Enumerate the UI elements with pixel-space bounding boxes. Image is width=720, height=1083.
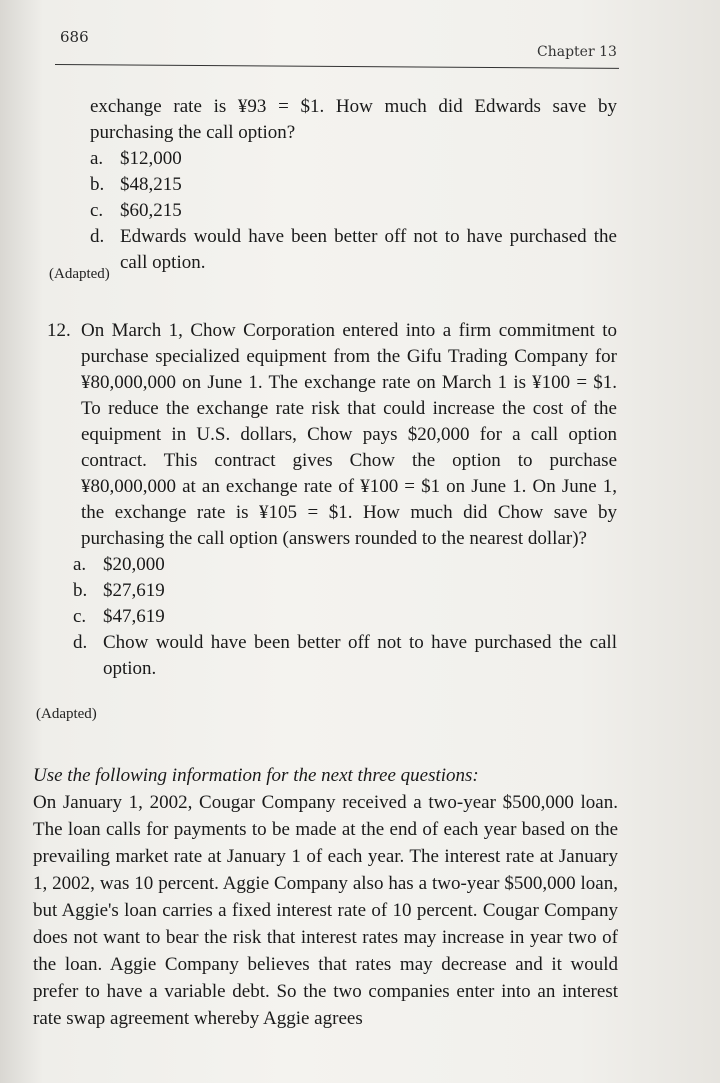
question-12-option-a (73, 552, 617, 578)
option-letter: a. (73, 554, 87, 575)
question-11-option-a (90, 146, 617, 172)
option-letter: a. (90, 148, 104, 169)
question-number: 12. (47, 320, 71, 341)
question-11-source: (Adapted) (49, 266, 110, 282)
option-text: $60,215 (120, 200, 182, 221)
page-number: 686 (60, 28, 89, 46)
question-12-stem-row (47, 318, 617, 552)
option-text: $20,000 (103, 554, 165, 575)
option-text: Edwards would have been better off not to have purchased the call option. (120, 226, 617, 273)
question-11-tail (90, 94, 617, 276)
question-12-source: (Adapted) (36, 706, 97, 722)
question-12-option-c (73, 604, 617, 630)
option-letter: d. (90, 226, 105, 247)
option-letter: b. (90, 174, 105, 195)
shared-info-text: On January 1, 2002, Cougar Company received a two-year $500,000 loan. The loan calls for payments to be made at the end of each year based on the prevailing market rate at January 1 of each year. The interest rate at January 1, 2002, was 10 percent. Aggie Company also has a two-year $500,000 loan, but Aggie's loan carries a fixed interest rate of 10 percent. Cougar Company does not want to bear the risk that interest rates may increase in year two of the loan. Aggie Company believes that rates may decrease and it would prefer to have a variable debt. So the two companies enter into an interest rate swap agreement whereby Aggie agrees (33, 792, 618, 1029)
question-11-stem: exchange rate is ¥93 = $1. How much did Edwards save by purchasing the call option? (90, 96, 617, 143)
question-11-option-b (90, 172, 617, 198)
option-text: $12,000 (120, 148, 182, 169)
option-letter: d. (73, 632, 88, 653)
shared-info (33, 762, 618, 1032)
option-text: $27,619 (103, 580, 165, 601)
option-text: Chow would have been better off not to have purchased the call option. (103, 632, 617, 679)
question-12-stem: On March 1, Chow Corporation entered into a firm commitment to purchase specialized equipment from the Gifu Trading Company for ¥80,000,000 on June 1. The exchange rate on March 1 is ¥100 = $1. To reduce the exchange rate risk that could increase the cost of the equipment in U.S. dollars, Chow pays $20,000 for a call option contract. This contract gives Chow the option to purchase ¥80,000,000 at an exchange rate of ¥100 = $1 on June 1. On June 1, the exchange rate is ¥105 = $1. How much did Chow save by purchasing the call option (answers rounded to the nearest dollar)? (81, 320, 617, 549)
option-letter: b. (73, 580, 88, 601)
shared-info-intro: Use the following information for the next three questions: (33, 765, 479, 786)
question-12-option-d (73, 630, 617, 682)
header-rule (55, 64, 619, 69)
option-letter: c. (73, 606, 87, 627)
question-12 (47, 318, 617, 682)
chapter-label: Chapter 13 (537, 44, 617, 60)
question-11-option-d (90, 224, 617, 276)
question-11-option-c (90, 198, 617, 224)
option-letter: c. (90, 200, 104, 221)
option-text: $47,619 (103, 606, 165, 627)
option-text: $48,215 (120, 174, 182, 195)
question-12-option-b (73, 578, 617, 604)
